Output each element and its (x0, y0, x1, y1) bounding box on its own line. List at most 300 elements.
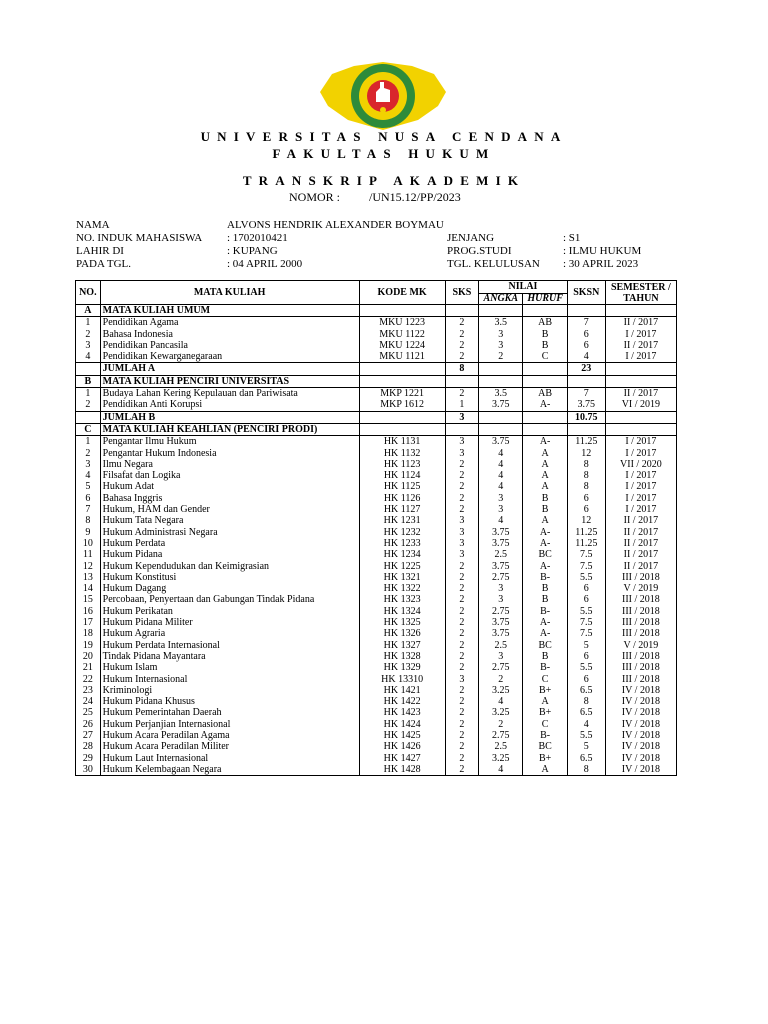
table-row (76, 448, 677, 459)
table-row (76, 651, 677, 662)
course-sksn: 5.5 (567, 572, 605, 583)
course-sks: 2 (445, 317, 479, 329)
row-no: 29 (76, 753, 101, 764)
course-code: HK 1326 (359, 628, 445, 639)
empty-cell (479, 375, 523, 387)
course-semester: I / 2017 (605, 504, 676, 515)
header-kode-mk: KODE MK (359, 281, 445, 305)
row-no: 4 (76, 351, 101, 363)
course-sksn: 11.25 (567, 436, 605, 448)
section-letter: C (76, 423, 101, 435)
university-name: UNIVERSITAS NUSA CENDANA (200, 129, 568, 144)
table-row (76, 317, 677, 329)
course-semester: III / 2018 (605, 628, 676, 639)
empty-cell (523, 363, 567, 375)
grade-huruf: A- (523, 538, 567, 549)
course-name: Kriminologi (100, 685, 359, 696)
logo-star (380, 107, 386, 113)
course-code: HK 1427 (359, 753, 445, 764)
course-sks: 3 (445, 527, 479, 538)
table-row (76, 594, 677, 605)
course-code: HK 1322 (359, 583, 445, 594)
empty-cell (479, 363, 523, 375)
grade-angka: 3.75 (479, 399, 523, 411)
empty-cell (479, 305, 523, 317)
grade-angka: 3.75 (479, 538, 523, 549)
course-sks: 2 (445, 481, 479, 492)
table-row (76, 436, 677, 448)
row-no: 9 (76, 527, 101, 538)
course-code: HK 1425 (359, 730, 445, 741)
table-row (76, 640, 677, 651)
course-sks: 2 (445, 504, 479, 515)
table-row (76, 685, 677, 696)
empty-cell (76, 363, 101, 375)
header-no: NO. (76, 281, 101, 305)
course-name: Ilmu Negara (100, 459, 359, 470)
table-row (76, 340, 677, 351)
grade-angka: 2.75 (479, 730, 523, 741)
table-row (76, 617, 677, 628)
course-sksn: 4 (567, 719, 605, 730)
course-code: MKU 1223 (359, 317, 445, 329)
empty-cell (605, 411, 676, 423)
course-sksn: 6.5 (567, 753, 605, 764)
grade-angka: 4 (479, 448, 523, 459)
course-sks: 2 (445, 561, 479, 572)
course-semester: V / 2019 (605, 640, 676, 651)
document-title: TRANSKRIP AKADEMIK (242, 173, 526, 188)
empty-cell (359, 423, 445, 435)
grade-angka: 2.5 (479, 549, 523, 560)
section-header-row (76, 305, 677, 317)
empty-cell (605, 423, 676, 435)
row-no: 2 (76, 399, 101, 411)
course-name: Bahasa Indonesia (100, 329, 359, 340)
tgl-lahir-label: PADA TGL. (76, 258, 132, 270)
kelulusan-label: TGL. KELULUSAN (447, 258, 540, 270)
grade-huruf: B (523, 329, 567, 340)
grade-huruf: A- (523, 617, 567, 628)
course-sks: 2 (445, 640, 479, 651)
grade-angka: 3.75 (479, 617, 523, 628)
jenjang-label: JENJANG (447, 232, 495, 244)
course-semester: II / 2017 (605, 538, 676, 549)
course-semester: III / 2018 (605, 617, 676, 628)
course-name: Percobaan, Penyertaan dan Gabungan Tindak Pidana (100, 594, 359, 605)
section-letter: A (76, 305, 101, 317)
course-semester: VII / 2020 (605, 459, 676, 470)
header-sks: SKS (445, 281, 479, 305)
course-name: Hukum Tata Negara (100, 515, 359, 526)
student-info (76, 219, 676, 271)
grade-huruf: A (523, 459, 567, 470)
kelulusan-value: : 30 APRIL 2023 (563, 258, 639, 270)
course-sksn: 11.25 (567, 538, 605, 549)
course-name: Bahasa Inggris (100, 493, 359, 504)
course-code: HK 1131 (359, 436, 445, 448)
course-sksn: 8 (567, 764, 605, 776)
course-sks: 2 (445, 628, 479, 639)
course-sksn: 6 (567, 493, 605, 504)
course-semester: I / 2017 (605, 351, 676, 363)
empty-cell (359, 375, 445, 387)
course-semester: III / 2018 (605, 674, 676, 685)
course-semester: IV / 2018 (605, 753, 676, 764)
course-name: Tindak Pidana Mayantara (100, 651, 359, 662)
empty-cell (567, 305, 605, 317)
course-name: Pendidikan Agama (100, 317, 359, 329)
grade-huruf: B (523, 504, 567, 515)
grade-huruf: B- (523, 730, 567, 741)
table-row (76, 730, 677, 741)
course-sks: 3 (445, 448, 479, 459)
course-sksn: 7.5 (567, 628, 605, 639)
course-semester: III / 2018 (605, 651, 676, 662)
grade-angka: 2.5 (479, 741, 523, 752)
course-name: Hukum Adat (100, 481, 359, 492)
course-sksn: 8 (567, 459, 605, 470)
empty-cell (605, 305, 676, 317)
course-sksn: 6 (567, 329, 605, 340)
course-code: HK 1232 (359, 527, 445, 538)
grade-angka: 3.25 (479, 753, 523, 764)
row-no: 18 (76, 628, 101, 639)
course-semester: IV / 2018 (605, 730, 676, 741)
section-header-row (76, 375, 677, 387)
subtotal-label: JUMLAH A (100, 363, 359, 375)
course-sksn: 4 (567, 351, 605, 363)
course-sks: 2 (445, 470, 479, 481)
course-name: Hukum, HAM dan Gender (100, 504, 359, 515)
subtotal-row (76, 411, 677, 423)
nomor-value: /UN15.12/PP/2023 (369, 190, 461, 204)
grade-huruf: A (523, 470, 567, 481)
empty-cell (523, 423, 567, 435)
course-semester: II / 2017 (605, 549, 676, 560)
course-name: Hukum Pidana (100, 549, 359, 560)
course-name: Hukum Konstitusi (100, 572, 359, 583)
grade-angka: 3.75 (479, 628, 523, 639)
row-no: 10 (76, 538, 101, 549)
grade-huruf: B- (523, 662, 567, 673)
course-sks: 2 (445, 662, 479, 673)
row-no: 19 (76, 640, 101, 651)
grade-angka: 3 (479, 583, 523, 594)
course-sks: 2 (445, 730, 479, 741)
subtotal-sks: 3 (445, 411, 479, 423)
grade-huruf: A- (523, 628, 567, 639)
grade-huruf: A (523, 481, 567, 492)
course-code: HK 1233 (359, 538, 445, 549)
course-sksn: 5.5 (567, 662, 605, 673)
row-no: 17 (76, 617, 101, 628)
course-sks: 2 (445, 764, 479, 776)
grade-huruf: BC (523, 640, 567, 651)
course-name: Pendidikan Pancasila (100, 340, 359, 351)
course-sks: 2 (445, 340, 479, 351)
course-semester: IV / 2018 (605, 707, 676, 718)
course-name: Pendidikan Kewarganegaraan (100, 351, 359, 363)
tgl-lahir-value: : 04 APRIL 2000 (227, 258, 303, 270)
table-row (76, 674, 677, 685)
subtotal-row (76, 363, 677, 375)
table-row (76, 741, 677, 752)
row-no: 27 (76, 730, 101, 741)
row-no: 26 (76, 719, 101, 730)
course-code: MKP 1221 (359, 388, 445, 400)
empty-cell (359, 411, 445, 423)
row-no: 3 (76, 340, 101, 351)
course-sksn: 6.5 (567, 707, 605, 718)
course-name: Hukum Islam (100, 662, 359, 673)
table-row (76, 662, 677, 673)
row-no: 1 (76, 436, 101, 448)
grade-angka: 3 (479, 504, 523, 515)
grade-huruf: B- (523, 572, 567, 583)
row-no: 5 (76, 481, 101, 492)
row-no: 2 (76, 448, 101, 459)
transcript-table (75, 280, 677, 776)
course-code: HK 1321 (359, 572, 445, 583)
course-sksn: 6.5 (567, 685, 605, 696)
grade-huruf: B (523, 651, 567, 662)
table-row (76, 504, 677, 515)
empty-cell (76, 411, 101, 423)
course-sksn: 5.5 (567, 606, 605, 617)
empty-cell (567, 375, 605, 387)
course-sksn: 8 (567, 481, 605, 492)
grade-angka: 2.75 (479, 606, 523, 617)
prodi-value: : ILMU HUKUM (563, 245, 642, 257)
course-sks: 2 (445, 651, 479, 662)
course-semester: III / 2018 (605, 662, 676, 673)
subtotal-sks: 8 (445, 363, 479, 375)
course-name: Pendidikan Anti Korupsi (100, 399, 359, 411)
course-semester: II / 2017 (605, 527, 676, 538)
grade-huruf: AB (523, 317, 567, 329)
course-code: HK 1329 (359, 662, 445, 673)
grade-angka: 4 (479, 481, 523, 492)
faculty-name: FAKULTAS HUKUM (272, 146, 496, 161)
course-name: Pengantar Hukum Indonesia (100, 448, 359, 459)
course-code: HK 1423 (359, 707, 445, 718)
course-code: HK 1125 (359, 481, 445, 492)
grade-angka: 3.5 (479, 317, 523, 329)
grade-angka: 2.75 (479, 662, 523, 673)
course-semester: IV / 2018 (605, 696, 676, 707)
course-sksn: 7.5 (567, 549, 605, 560)
grade-huruf: A (523, 764, 567, 776)
row-no: 28 (76, 741, 101, 752)
table-row (76, 628, 677, 639)
course-name: Hukum Acara Peradilan Agama (100, 730, 359, 741)
grade-huruf: C (523, 719, 567, 730)
course-semester: III / 2018 (605, 606, 676, 617)
grade-angka: 3.25 (479, 685, 523, 696)
row-no: 14 (76, 583, 101, 594)
table-row (76, 481, 677, 492)
course-sksn: 6 (567, 594, 605, 605)
empty-cell (445, 423, 479, 435)
course-name: Hukum Perdata Internasional (100, 640, 359, 651)
nim-label: NO. INDUK MAHASISWA (76, 232, 203, 244)
empty-cell (523, 411, 567, 423)
row-no: 24 (76, 696, 101, 707)
table-row (76, 538, 677, 549)
course-name: Budaya Lahan Kering Kepulauan dan Pariwisata (100, 388, 359, 400)
grade-angka: 4 (479, 515, 523, 526)
empty-cell (445, 305, 479, 317)
course-name: Filsafat dan Logika (100, 470, 359, 481)
subtotal-sksn: 10.75 (567, 411, 605, 423)
nama-value: ALVONS HENDRIK ALEXANDER BOYMAU (227, 219, 444, 231)
grade-huruf: C (523, 674, 567, 685)
prodi-label: PROG.STUDI (447, 245, 512, 257)
header-huruf: HURUF (523, 294, 567, 305)
course-sks: 2 (445, 617, 479, 628)
subtotal-sksn: 23 (567, 363, 605, 375)
course-code: HK 13310 (359, 674, 445, 685)
course-sksn: 7 (567, 388, 605, 400)
course-sksn: 5 (567, 640, 605, 651)
course-code: HK 1132 (359, 448, 445, 459)
course-name: Pengantar Ilmu Hukum (100, 436, 359, 448)
course-code: HK 1323 (359, 594, 445, 605)
course-sks: 2 (445, 606, 479, 617)
grade-huruf: A- (523, 436, 567, 448)
header-semester: SEMESTER / TAHUN (605, 281, 676, 305)
course-sksn: 7.5 (567, 617, 605, 628)
course-name: Hukum Kependudukan dan Keimigrasian (100, 561, 359, 572)
row-no: 1 (76, 317, 101, 329)
course-sks: 2 (445, 493, 479, 504)
jenjang-value: : S1 (563, 232, 581, 244)
nim-value: : 1702010421 (227, 232, 288, 244)
course-name: Hukum Acara Peradilan Militer (100, 741, 359, 752)
grade-angka: 3 (479, 493, 523, 504)
course-sksn: 8 (567, 696, 605, 707)
grade-angka: 2 (479, 674, 523, 685)
course-code: HK 1225 (359, 561, 445, 572)
section-header-row (76, 423, 677, 435)
course-name: Hukum Kelembagaan Negara (100, 764, 359, 776)
grade-angka: 3.75 (479, 436, 523, 448)
empty-cell (479, 411, 523, 423)
row-no: 20 (76, 651, 101, 662)
course-code: MKU 1122 (359, 329, 445, 340)
course-sksn: 6 (567, 340, 605, 351)
row-no: 3 (76, 459, 101, 470)
row-no: 30 (76, 764, 101, 776)
course-sksn: 12 (567, 448, 605, 459)
empty-cell (523, 305, 567, 317)
course-sksn: 6 (567, 674, 605, 685)
table-row (76, 351, 677, 363)
course-sks: 2 (445, 583, 479, 594)
course-code: HK 1426 (359, 741, 445, 752)
course-sksn: 7 (567, 317, 605, 329)
course-name: Hukum Perikatan (100, 606, 359, 617)
grade-huruf: B (523, 493, 567, 504)
empty-cell (605, 363, 676, 375)
course-code: HK 1421 (359, 685, 445, 696)
grade-huruf: C (523, 351, 567, 363)
header-sksn: SKSN (567, 281, 605, 305)
row-no: 11 (76, 549, 101, 560)
course-sks: 2 (445, 753, 479, 764)
course-code: MKP 1612 (359, 399, 445, 411)
grade-huruf: B+ (523, 753, 567, 764)
grade-angka: 3.25 (479, 707, 523, 718)
row-no: 22 (76, 674, 101, 685)
course-name: Hukum Agraria (100, 628, 359, 639)
grade-huruf: A (523, 696, 567, 707)
row-no: 6 (76, 493, 101, 504)
course-code: HK 1422 (359, 696, 445, 707)
grade-angka: 4 (479, 696, 523, 707)
grade-huruf: B (523, 594, 567, 605)
course-sks: 2 (445, 459, 479, 470)
empty-cell (359, 305, 445, 317)
row-no: 25 (76, 707, 101, 718)
course-semester: IV / 2018 (605, 685, 676, 696)
course-code: MKU 1121 (359, 351, 445, 363)
row-no: 16 (76, 606, 101, 617)
table-row (76, 493, 677, 504)
course-sks: 2 (445, 685, 479, 696)
lahir-value: : KUPANG (227, 245, 278, 257)
course-code: HK 1234 (359, 549, 445, 560)
course-semester: IV / 2018 (605, 764, 676, 776)
table-row (76, 561, 677, 572)
course-code: HK 1328 (359, 651, 445, 662)
grade-huruf: A (523, 515, 567, 526)
section-title: MATA KULIAH KEAHLIAN (PENCIRI PRODI) (100, 423, 359, 435)
course-semester: IV / 2018 (605, 741, 676, 752)
course-semester: II / 2017 (605, 515, 676, 526)
course-code: HK 1123 (359, 459, 445, 470)
table-row (76, 399, 677, 411)
header-nilai: NILAI (479, 281, 568, 294)
table-row (76, 527, 677, 538)
table-row (76, 459, 677, 470)
course-name: Hukum Perjanjian Internasional (100, 719, 359, 730)
course-sks: 2 (445, 594, 479, 605)
course-sks: 1 (445, 399, 479, 411)
grade-angka: 2 (479, 719, 523, 730)
course-name: Hukum Pidana Khusus (100, 696, 359, 707)
row-no: 2 (76, 329, 101, 340)
empty-cell (359, 363, 445, 375)
row-no: 15 (76, 594, 101, 605)
section-title: MATA KULIAH UMUM (100, 305, 359, 317)
table-row (76, 707, 677, 718)
grade-angka: 2 (479, 351, 523, 363)
grade-angka: 3.75 (479, 527, 523, 538)
row-no: 23 (76, 685, 101, 696)
course-sks: 2 (445, 741, 479, 752)
lahir-label: LAHIR DI (76, 245, 124, 257)
course-code: HK 1424 (359, 719, 445, 730)
grade-huruf: B (523, 340, 567, 351)
grade-huruf: BC (523, 549, 567, 560)
course-sksn: 6 (567, 583, 605, 594)
course-sksn: 11.25 (567, 527, 605, 538)
table-row (76, 606, 677, 617)
grade-angka: 2.75 (479, 572, 523, 583)
empty-cell (445, 375, 479, 387)
